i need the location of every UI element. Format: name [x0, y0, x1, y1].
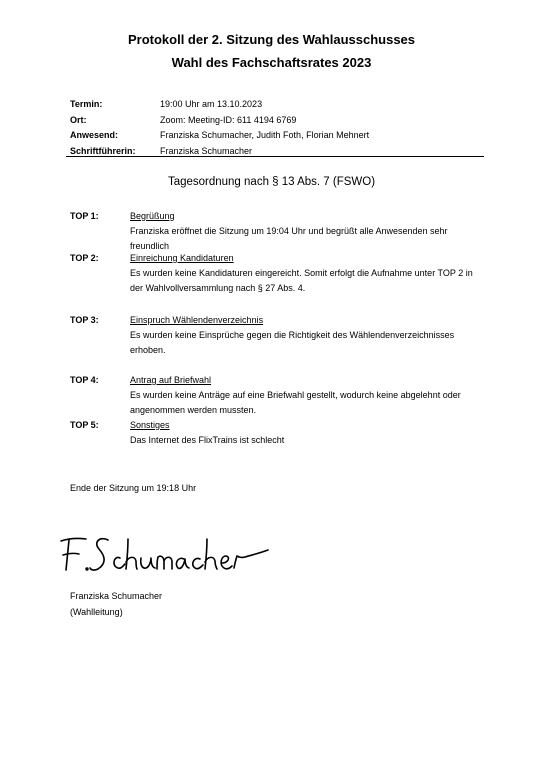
meeting-details	[70, 97, 482, 159]
agenda-item-text: Es wurden keine Anträge auf eine Briefwahl gestellt, wodurch keine abgelehnt oder angenommen werden mussten.	[130, 390, 461, 415]
meeting-end-note: Ende der Sitzung um 19:18 Uhr	[70, 483, 197, 493]
agenda-item-title: Einspruch Wählendenverzeichnis	[130, 315, 264, 325]
agenda-item-number: TOP 2:	[70, 253, 99, 263]
signer-role: (Wahlleitung)	[70, 607, 123, 617]
meta-value: Zoom: Meeting-ID: 611 4194 6769	[160, 114, 297, 125]
agenda-item-text: Franziska eröffnet die Sitzung um 19:04 Uhr und begrüßt alle Anwesenden sehr freundlich	[130, 226, 448, 251]
meta-label: Ort:	[70, 114, 87, 125]
agenda-item-number: TOP 1:	[70, 211, 99, 221]
agenda-item-title: Antrag auf Briefwahl	[130, 375, 212, 385]
agenda-item-number: TOP 5:	[70, 420, 99, 430]
agenda-item-title: Begrüßung	[130, 211, 175, 221]
agenda-item-text: Es wurden keine Einsprüche gegen die Richtigkeit des Wählendenverzeichnisses erhoben.	[130, 330, 455, 355]
meta-label: Schriftführerin:	[70, 145, 136, 156]
meta-row-termin	[70, 97, 482, 113]
agenda-item-text: Das Internet des FlixTrains ist schlecht	[130, 435, 285, 445]
signer-name: Franziska Schumacher	[70, 591, 163, 601]
agenda-item-number: TOP 3:	[70, 315, 99, 325]
meta-label: Anwesend:	[70, 130, 119, 140]
meta-label: Termin:	[70, 99, 103, 109]
meta-value: Franziska Schumacher, Judith Foth, Florian Mehnert	[160, 130, 370, 140]
meta-row-ort	[70, 113, 482, 129]
document-title: Protokoll der 2. Sitzung des Wahlausschusses	[127, 32, 416, 47]
header-divider	[66, 156, 484, 157]
agenda-item-number: TOP 4:	[70, 375, 99, 385]
agenda-item-title: Einreichung Kandidaturen	[130, 253, 234, 263]
signer-block	[70, 588, 162, 620]
meta-row-anwesend	[70, 128, 482, 144]
document-subtitle: Wahl des Fachschaftsrates 2023	[171, 55, 372, 70]
handwritten-signature	[56, 528, 276, 585]
agenda-item-title: Sonstiges	[130, 420, 170, 430]
meta-value: 19:00 Uhr am 13.10.2023	[160, 99, 263, 109]
agenda-heading: Tagesordnung nach § 13 Abs. 7 (FSWO)	[167, 176, 376, 188]
agenda-item-text: Es wurden keine Kandidaturen eingereicht. Somit erfolgt die Aufnahme unter TOP 2 in der Wahlvollversammlung nach § 27 Abs. 4.	[130, 268, 473, 293]
meta-value: Franziska Schumacher	[160, 145, 253, 156]
